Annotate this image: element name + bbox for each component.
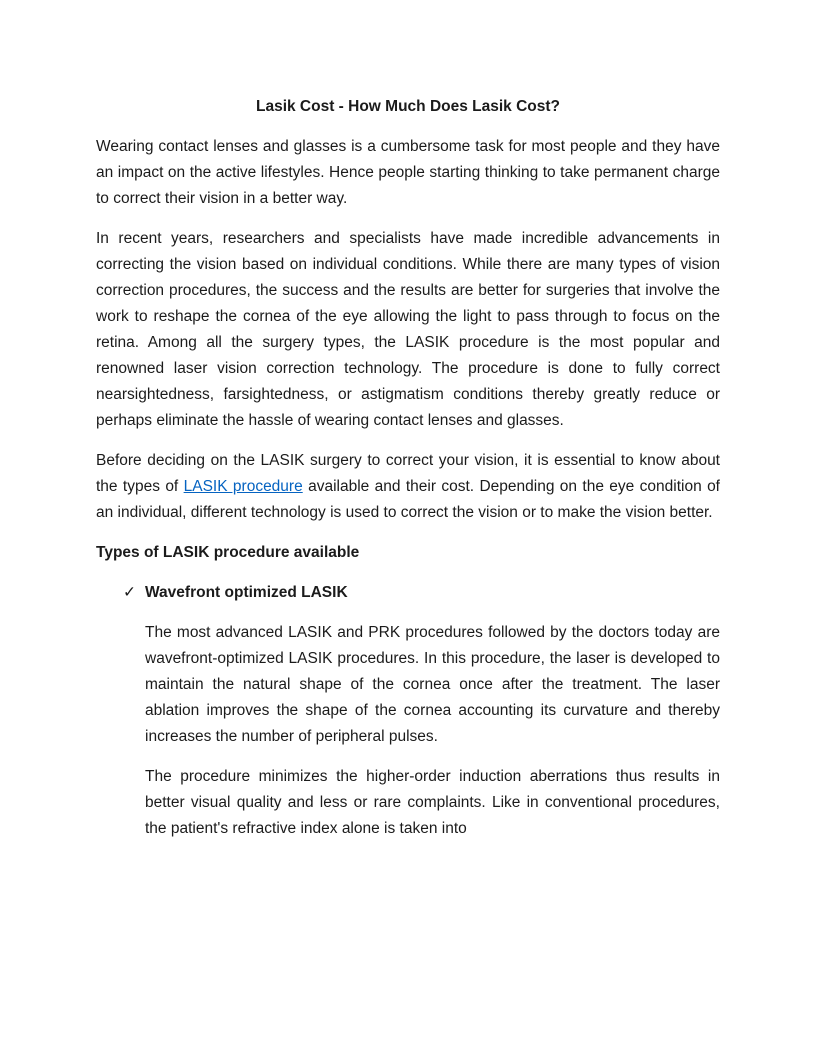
section-heading-types: Types of LASIK procedure available bbox=[96, 544, 360, 561]
lasik-procedure-link[interactable]: LASIK procedure bbox=[183, 478, 303, 495]
list-item-wavefront bbox=[123, 580, 720, 606]
paragraph-wavefront-detail-2: The procedure minimizes the higher-order induction aberrations thus results in better visual quality and less or rare complaints. Like in conventional procedures, the patient's refractive index alone is taken into bbox=[145, 768, 720, 837]
checkmark-icon: ✓ bbox=[123, 584, 136, 601]
list-item-label: Wavefront optimized LASIK bbox=[145, 584, 348, 601]
paragraph-text-before-link: Before deciding on the LASIK surgery to correct your vision, it is essential to know about the types of bbox=[96, 452, 720, 495]
document-title: Lasik Cost - How Much Does Lasik Cost? bbox=[255, 98, 561, 115]
paragraph-advancements: In recent years, researchers and specialists have made incredible advancements in correcting the vision based on individual conditions. While there are many types of vision correction procedures, the success and the results are better for surgeries that involve the work to reshape the cornea of the eye allowing the light to pass through to focus on the retina. Among all the surgery types, the LASIK procedure is the most popular and renowned laser vision correction technology. The procedure is done to fully correct nearsightedness, farsightedness, or astigmatism conditions thereby greatly reduce or perhaps eliminate the hassle of wearing contact lenses and glasses. bbox=[96, 230, 720, 429]
paragraph-intro: Wearing contact lenses and glasses is a cumbersome task for most people and they have an impact on the active lifestyles. Hence people starting thinking to take permanent charge to correct their vision in a better way. bbox=[96, 138, 720, 207]
paragraph-text-after-link: available and their cost. Depending on the eye condition of an individual, different technology is used to correct the vision or to make the vision better. bbox=[96, 478, 720, 521]
paragraph-wavefront-detail-1: The most advanced LASIK and PRK procedures followed by the doctors today are wavefront-optimized LASIK procedures. In this procedure, the laser is developed to maintain the natural shape of the cornea once after the treatment. The laser ablation improves the shape of the cornea accounting its curvature and thereby increases the number of peripheral pulses. bbox=[145, 624, 720, 745]
paragraph-before-deciding bbox=[96, 448, 720, 526]
